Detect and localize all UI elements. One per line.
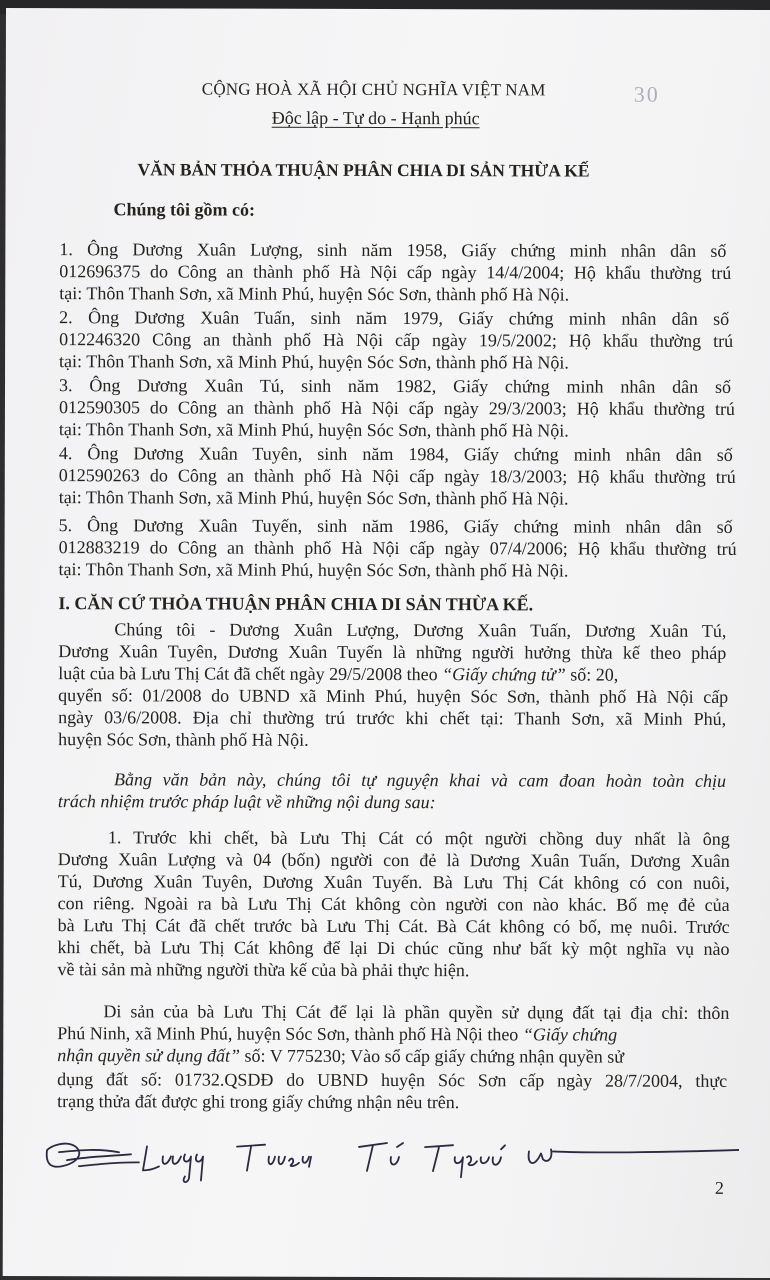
estate-line (57, 1022, 617, 1045)
death-certificate-ref: “Giấy chứng tử” (442, 664, 566, 685)
paragraph-line: Chúng tôi - Dương Xuân Lượng, Dương Xuân Tuấn, Dương Xuân Tú, (114, 619, 727, 641)
paragraph-line (58, 662, 618, 685)
party-2-line-1: 2. Ông Dương Xuân Tuấn, sinh năm 1979, Giấy chứng minh nhân dân số (59, 307, 730, 329)
paragraph-line: ngày 03/6/2008. Địa chỉ thường trú trước khi chết tại: Thanh Sơn, xã Minh Phú, (58, 707, 727, 729)
party-4-line-1: 4. Ông Dương Xuân Tuyên, sinh năm 1984, Giấy chứng minh nhân dân số (58, 443, 733, 465)
party-3-line-1: 3. Ông Dương Xuân Tú, sinh năm 1982, Giấy chứng minh nhân dân số (58, 375, 732, 397)
item-line: khi chết, bà Lưu Thị Cát không để lại Di chúc cũng như bất kỳ một nghĩa vụ nào (57, 937, 730, 959)
motto: Độc lập - Tự do - Hạnh phúc (271, 107, 480, 129)
item-line: Dương Xuân Lượng và 04 (bốn) người con đẻ là Dương Xuân Tuấn, Dương Xuân (57, 849, 730, 871)
paragraph-line: Dương Xuân Tuyên, Dương Xuân Tuyến là những người hưởng thừa kế theo pháp (58, 641, 727, 663)
signature-5 (425, 1145, 505, 1177)
estate-line (57, 1044, 624, 1067)
paragraph-text: luật của bà Lưu Thị Cát đã chết ngày 29/5/2008 theo (58, 663, 438, 685)
party-4-line-2: 012590263 do Công an thành phố Hà Nội cấp ngày 18/3/2003; Hộ khẩu thường trú (58, 465, 736, 487)
nation-heading: CỘNG HOÀ XÃ HỘI CHỦ NGHĨA VIỆT NAM (201, 79, 546, 100)
section-1-heading: I. CĂN CỨ THỎA THUẬN PHÂN CHIA DI SẢN THỪA KẾ. (58, 593, 534, 615)
estate-line: trạng thửa đất được ghi trong giấy chứng nhận nêu trên. (57, 1091, 460, 1113)
party-3-line-2: 012590305 do Công an thành phố Hà Nội cấp ngày 29/3/2003; Hộ khẩu thường trú (58, 397, 735, 419)
paragraph-line: huyện Sóc Sơn, thành phố Hà Nội. (58, 729, 309, 750)
party-1-line-2: 012696375 do Công an thành phố Hà Nội cấp ngày 14/4/2004; Hộ khẩu thường trú (59, 261, 732, 283)
item-line: con riêng. Ngoài ra bà Lưu Thị Cát không còn người con nào khác. Bố mẹ đẻ của (57, 893, 730, 915)
party-3-line-3: tại: Thôn Thanh Sơn, xã Minh Phú, huyện Sóc Sơn, thành phố Hà Nội. (58, 419, 569, 441)
land-certificate-ref: “Giấy chứng (522, 1024, 618, 1045)
intro-line: Chúng tôi gồm có: (113, 199, 256, 220)
commitment-line: Bằng văn bản này, chúng tôi tự nguyện khai và cam đoan hoàn toàn chịu (113, 769, 727, 791)
party-5-line-3: tại: Thôn Thanh Sơn, xã Minh Phú, huyện Sóc Sơn, thành phố Hà Nội. (58, 559, 569, 581)
paragraph-text: số: 20, (570, 664, 619, 685)
party-1-line-3: tại: Thôn Thanh Sơn, xã Minh Phú, huyện Sóc Sơn, thành phố Hà Nội. (59, 283, 570, 305)
party-1-line-1: 1. Ông Dương Xuân Lượng, sinh năm 1958, Giấy chứng minh nhân dân số (59, 239, 727, 261)
item-line: 1. Trước khi chết, bà Lưu Thị Cát có một người chồng duy nhất là ông (107, 827, 730, 849)
signature-3 (237, 1145, 311, 1171)
signature-6 (529, 1149, 739, 1163)
handwritten-signatures (39, 1126, 739, 1188)
party-4-line-3: tại: Thôn Thanh Sơn, xã Minh Phú, huyện Sóc Sơn, thành phố Hà Nội. (58, 487, 569, 509)
document-page (3, 8, 770, 1278)
party-2-line-3: tại: Thôn Thanh Sơn, xã Minh Phú, huyện Sóc Sơn, thành phố Hà Nội. (59, 351, 569, 373)
item-line: Tú, Dương Xuân Tuyên, Dương Xuân Tuyến. Bà Lưu Thị Cát không có con nuôi, (57, 871, 730, 893)
party-5-line-1: 5. Ông Dương Xuân Tuyến, sinh năm 1986, Giấy chứng minh nhân dân số (58, 515, 733, 537)
document-title: VĂN BẢN THỎA THUẬN PHÂN CHIA DI SẢN THỪA KẾ (137, 159, 590, 181)
item-line: về tài sản mà những người thừa kế của bà phải thực hiện. (57, 959, 470, 981)
signature-2 (143, 1146, 203, 1182)
estate-text: số: V 775230; Vào sổ cấp giấy chứng nhận quyền sử (244, 1045, 625, 1067)
commitment-line: trách nhiệm trước pháp luật về những nội dung sau: (57, 791, 436, 813)
party-2-line-2: 012246320 Công an thành phố Hà Nội cấp ngày 19/5/2002; Hộ khẩu thường trú (59, 329, 734, 351)
page-number: 2 (714, 1177, 724, 1198)
land-certificate-ref: nhận quyền sử dụng đất” (57, 1045, 241, 1066)
signature-1 (47, 1144, 139, 1167)
stamp-mark: 30 (633, 81, 660, 107)
party-5-line-2: 012883219 do Công an thành phố Hà Nội cấp ngày 07/4/2006; Hộ khẩu thường trú (58, 537, 737, 559)
estate-text: Phú Ninh, xã Minh Phú, huyện Sóc Sơn, thành phố Hà Nội theo (57, 1023, 519, 1045)
paragraph-line: quyển số: 01/2008 do UBND xã Minh Phú, huyện Sóc Sơn, thành phố Hà Nội cấp (58, 685, 729, 707)
signature-4 (359, 1143, 403, 1171)
estate-line: dụng đất số: 01732.QSDĐ do UBND huyện Sóc Sơn cấp ngày 28/7/2004, thực (57, 1069, 728, 1091)
item-line: bà Lưu Thị Cát đã chết trước bà Lưu Thị Cát. Bà Cát không có bố, mẹ nuôi. Trước (57, 915, 730, 937)
estate-line: Di sản của bà Lưu Thị Cát để lại là phần quyền sử dụng đất tại địa chỉ: thôn (103, 1001, 730, 1023)
